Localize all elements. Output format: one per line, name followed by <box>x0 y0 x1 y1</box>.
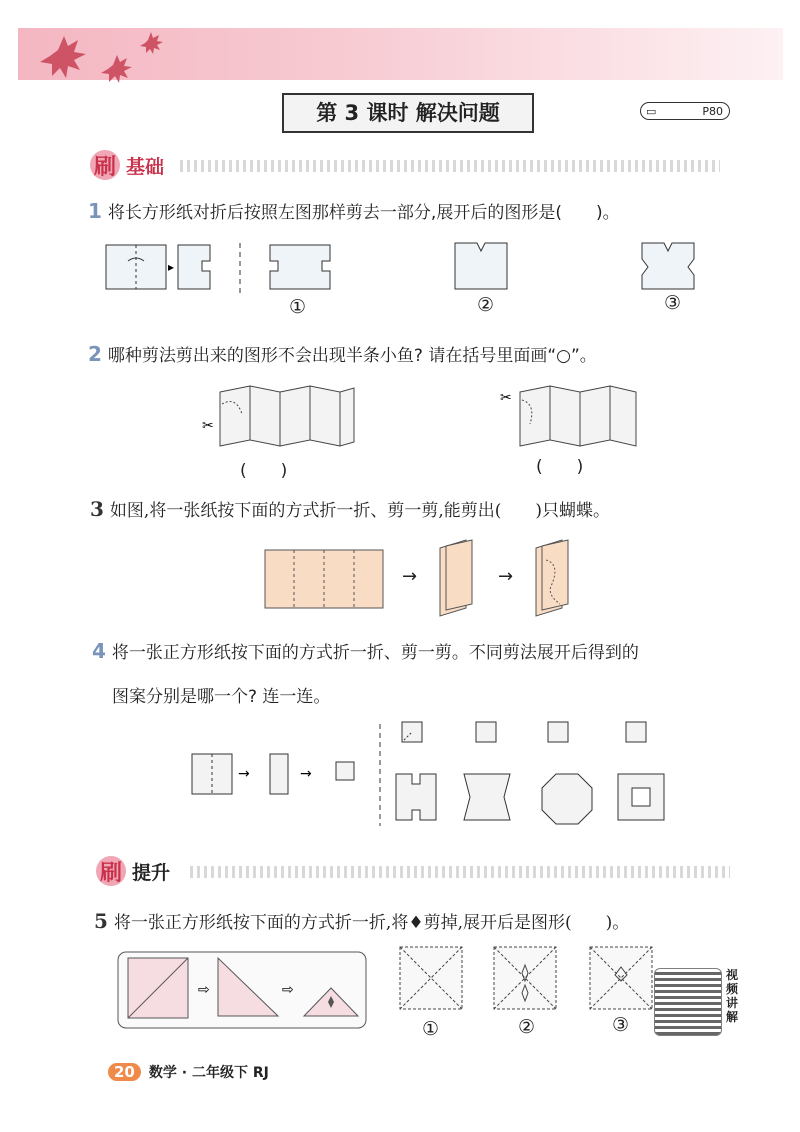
section-advance-header <box>96 856 170 886</box>
q2-answer-left[interactable]: ( ) <box>240 461 288 481</box>
page-title: 第 3 课时 解决问题 <box>282 93 534 133</box>
qr-code-icon[interactable] <box>654 968 722 1036</box>
q2-answer-right[interactable]: ( ) <box>536 457 584 477</box>
question-4 <box>92 640 639 664</box>
question-3 <box>90 498 610 522</box>
q5-option-1: ① <box>422 1018 440 1040</box>
question-5 <box>94 910 629 934</box>
q5-answer-options <box>398 945 658 1015</box>
q1-option-1: ① <box>289 296 307 318</box>
scissors-icon: ✂ <box>202 418 214 434</box>
question-2 <box>88 343 597 367</box>
question-number: 1 <box>88 199 102 223</box>
question-number: 4 <box>92 639 106 663</box>
question-text: 将长方形纸对折后按照左图那样剪去一部分,展开后的图形是( )。 <box>107 203 620 223</box>
question-number: 5 <box>94 909 108 933</box>
question-1 <box>88 200 620 224</box>
footer-subject: 数学 · 二年级下 RJ <box>148 1065 269 1081</box>
q2-fold-figures <box>200 380 660 450</box>
q3-arrow-1: → <box>402 566 418 587</box>
q3-figures <box>260 538 590 618</box>
brush-icon: 刷 <box>96 856 126 886</box>
q4-figures <box>190 718 690 828</box>
page-reference <box>640 102 730 120</box>
svg-text:→: → <box>238 766 250 782</box>
section-basic-header <box>90 150 164 180</box>
q3-arrow-2: → <box>498 566 514 587</box>
q1-option-3: ③ <box>664 292 682 314</box>
section-divider <box>190 866 730 878</box>
q1-figures <box>100 235 740 295</box>
svg-text:⇨: ⇨ <box>282 982 294 998</box>
q5-option-2: ② <box>518 1016 536 1038</box>
question-text-line1: 将一张正方形纸按下面的方式折一折、剪一剪。不同剪法展开后得到的 <box>111 643 639 663</box>
footer <box>108 1062 269 1082</box>
svg-text:▸: ▸ <box>168 260 175 274</box>
question-text: 将一张正方形纸按下面的方式折一折,将♦剪掉,展开后是图形( )。 <box>113 913 630 933</box>
question-number: 2 <box>88 342 102 366</box>
question-number: 3 <box>90 497 104 521</box>
question-4-line2: 图案分别是哪一个? 连一连。 <box>112 687 331 707</box>
question-text: 如图,将一张纸按下面的方式折一折、剪一剪,能剪出( )只蝴蝶。 <box>109 501 610 521</box>
section-basic-label: 基础 <box>126 155 165 178</box>
maple-leaves-decoration <box>18 20 178 100</box>
q5-option-3: ③ <box>612 1014 630 1036</box>
scissors-icon: ✂ <box>500 390 512 406</box>
brush-icon: 刷 <box>90 150 120 180</box>
svg-text:→: → <box>300 766 312 782</box>
q5-fold-figures <box>118 950 368 1030</box>
section-advance-label: 提升 <box>132 861 171 884</box>
video-explain-label[interactable]: 视频讲解 <box>726 968 739 1024</box>
q1-option-2: ② <box>477 294 495 316</box>
page-number: 20 <box>108 1063 141 1081</box>
book-icon: ▭ <box>646 105 657 118</box>
section-divider <box>180 160 720 172</box>
reference-page-label: P80 <box>702 105 723 118</box>
svg-text:⇨: ⇨ <box>198 982 210 998</box>
question-text: 哪种剪法剪出来的图形不会出现半条小鱼? 请在括号里面画“○”。 <box>107 346 597 366</box>
